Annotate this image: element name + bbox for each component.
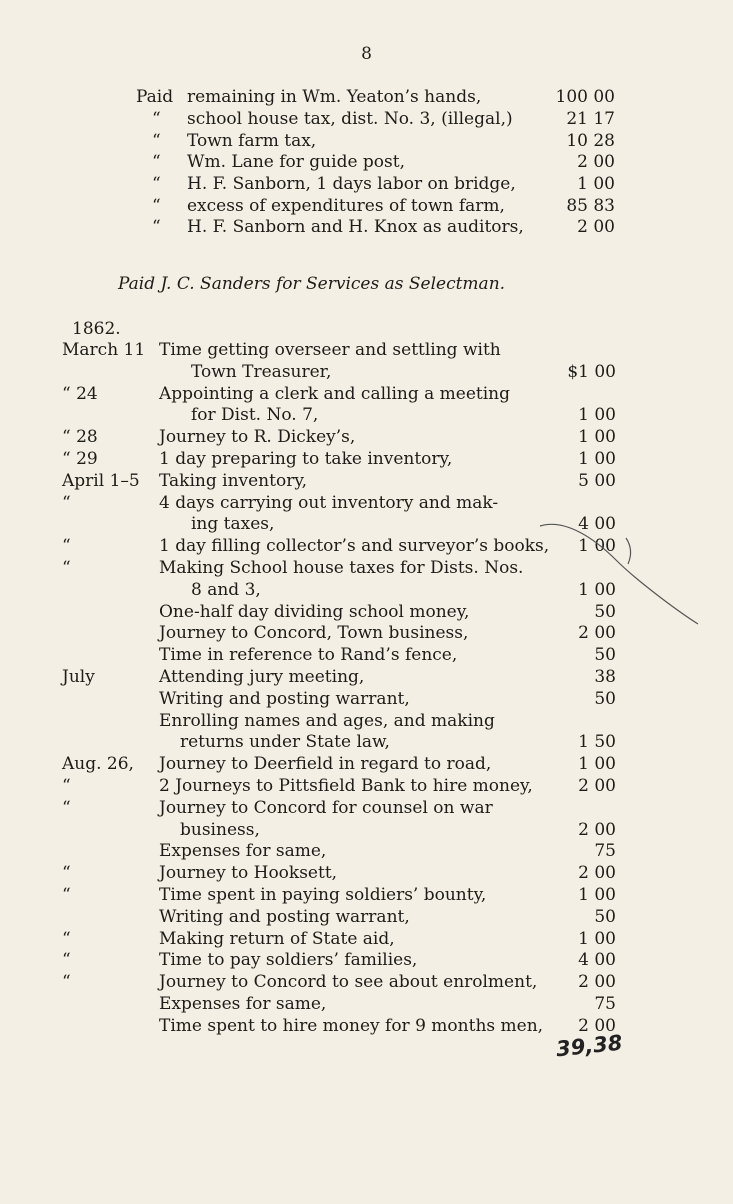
entry-date: “ [62, 776, 71, 796]
entry-text: 2 Journeys to Pittsfield Bank to hire money, [159, 776, 533, 796]
paid-item-amount: 85 83 [566, 196, 615, 216]
entry-date: Aug. 26, [62, 754, 134, 775]
line-prefix: Paid [136, 87, 174, 107]
entry-amount: 75 [594, 994, 616, 1014]
paid-item-text: school house tax, dist. No. 3, (illegal,) [187, 109, 513, 129]
entry-amount: 1 00 [578, 579, 616, 600]
page-number: 8 [361, 44, 372, 64]
entry-text: Journey to Concord for counsel on war [159, 797, 493, 818]
line-prefix: “ [152, 131, 161, 151]
entry-text: returns under State law, [180, 732, 390, 753]
entry-date: “ [62, 972, 71, 993]
entry-text: Enrolling names and ages, and making [159, 710, 495, 731]
line-prefix: “ [152, 217, 161, 237]
line-prefix: “ [152, 109, 161, 129]
line-prefix: “ [152, 174, 161, 194]
entry-amount: 1 00 [578, 427, 616, 448]
entry-amount: 50 [594, 601, 616, 622]
entry-date: “ 28 [62, 427, 98, 448]
entry-text: Expenses for same, [159, 994, 327, 1014]
entry-date: “ [62, 885, 71, 905]
entry-text: Journey to Deerfield in regard to road, [159, 754, 492, 775]
entry-amount: 1 00 [578, 405, 616, 426]
paid-item-text: H. F. Sanborn, 1 days labor on bridge, [187, 174, 516, 194]
paid-item-amount: 10 28 [566, 131, 615, 151]
pencil-mark [536, 520, 706, 630]
entry-amount: 4 00 [578, 514, 616, 535]
entry-text: Time spent in paying soldiers’ bounty, [159, 885, 487, 905]
entry-amount: 38 [594, 667, 616, 687]
entry-date: “ 29 [62, 449, 98, 469]
entry-text: Town Treasurer, [191, 361, 332, 382]
entry-text: ing taxes, [191, 514, 275, 535]
paid-item-text: H. F. Sanborn and H. Knox as auditors, [187, 217, 524, 237]
entry-text: Journey to Hooksett, [159, 863, 338, 884]
entry-text: business, [180, 819, 260, 840]
entry-date: “ [62, 928, 71, 949]
entry-text: Attending jury meeting, [159, 667, 365, 687]
entry-date: “ [62, 558, 71, 578]
entry-amount: 2 00 [578, 972, 616, 993]
paid-item-amount: 2 00 [577, 152, 615, 172]
entry-date: “ [62, 950, 71, 971]
entry-date: “ 24 [62, 383, 98, 404]
paid-item-text: excess of expenditures of town farm, [187, 196, 505, 216]
entry-amount: 50 [594, 688, 616, 709]
entry-amount: 1 00 [578, 449, 616, 469]
entry-text: Journey to Concord to see about enrolment, [159, 972, 538, 993]
entry-amount: 2 00 [578, 819, 616, 840]
entry-amount: 75 [594, 841, 616, 862]
entry-amount: 2 00 [578, 863, 616, 884]
entry-text: for Dist. No. 7, [191, 405, 319, 426]
entry-text: Appointing a clerk and calling a meeting [159, 383, 511, 404]
entry-date: April 1–5 [62, 470, 140, 491]
entry-text: 1 day filling collector’s and surveyor’s books, [159, 536, 550, 557]
year-label: 1862. [72, 319, 121, 339]
entry-amount: 1 00 [578, 754, 616, 775]
entry-amount: 2 00 [578, 776, 616, 796]
entry-amount: 2 00 [578, 1015, 616, 1036]
entry-text: Making School house taxes for Dists. Nos. [159, 558, 524, 578]
entry-text: Writing and posting warrant, [159, 906, 410, 927]
handwritten-total: 39,38 [554, 1030, 624, 1062]
entry-text: Taking inventory, [159, 470, 308, 491]
entry-date: July [62, 667, 95, 687]
entry-date: “ [62, 863, 71, 884]
entry-amount: 2 00 [578, 623, 616, 644]
paid-item-text: Town farm tax, [187, 131, 317, 151]
paid-item-amount: 100 00 [555, 87, 615, 107]
entry-amount: 4 00 [578, 950, 616, 971]
entry-amount: 1 50 [578, 732, 616, 753]
entry-text: One-half day dividing school money, [159, 601, 470, 622]
entry-amount: 50 [594, 645, 616, 666]
entry-text: Time spent to hire money for 9 months men, [159, 1015, 544, 1036]
paid-item-amount: 21 17 [566, 109, 615, 129]
entry-text: Expenses for same, [159, 841, 327, 862]
line-prefix: “ [152, 152, 161, 172]
entry-date: “ [62, 492, 71, 513]
section-heading: Paid J. C. Sanders for Services as Selectman. [118, 274, 506, 294]
entry-text: Making return of State aid, [159, 928, 395, 949]
entry-amount: 5 00 [578, 470, 616, 491]
entry-text: 1 day preparing to take inventory, [159, 449, 453, 469]
entry-amount: 1 00 [578, 928, 616, 949]
paid-item-amount: 1 00 [577, 174, 615, 194]
entry-text: Journey to R. Dickey’s, [159, 427, 356, 448]
entry-text: Writing and posting warrant, [159, 688, 410, 709]
entry-text: Time getting overseer and settling with [159, 340, 501, 360]
entry-text: Journey to Concord, Town business, [159, 623, 469, 644]
entry-amount: 1 00 [578, 536, 616, 557]
entry-text: 8 and 3, [191, 579, 261, 600]
paid-item-amount: 2 00 [577, 217, 615, 237]
paid-item-text: remaining in Wm. Yeaton’s hands, [187, 87, 482, 107]
entry-amount: $1 00 [567, 361, 616, 382]
entry-text: Time in reference to Rand’s fence, [159, 645, 458, 666]
entry-date: “ [62, 797, 71, 818]
entry-text: 4 days carrying out inventory and mak- [159, 492, 499, 513]
line-prefix: “ [152, 196, 161, 216]
paid-item-text: Wm. Lane for guide post, [187, 152, 405, 172]
entry-date: March 11 [62, 340, 146, 360]
entry-date: “ [62, 536, 71, 557]
entry-amount: 50 [594, 906, 616, 927]
entry-amount: 1 00 [578, 885, 616, 905]
entry-text: Time to pay soldiers’ families, [159, 950, 418, 971]
